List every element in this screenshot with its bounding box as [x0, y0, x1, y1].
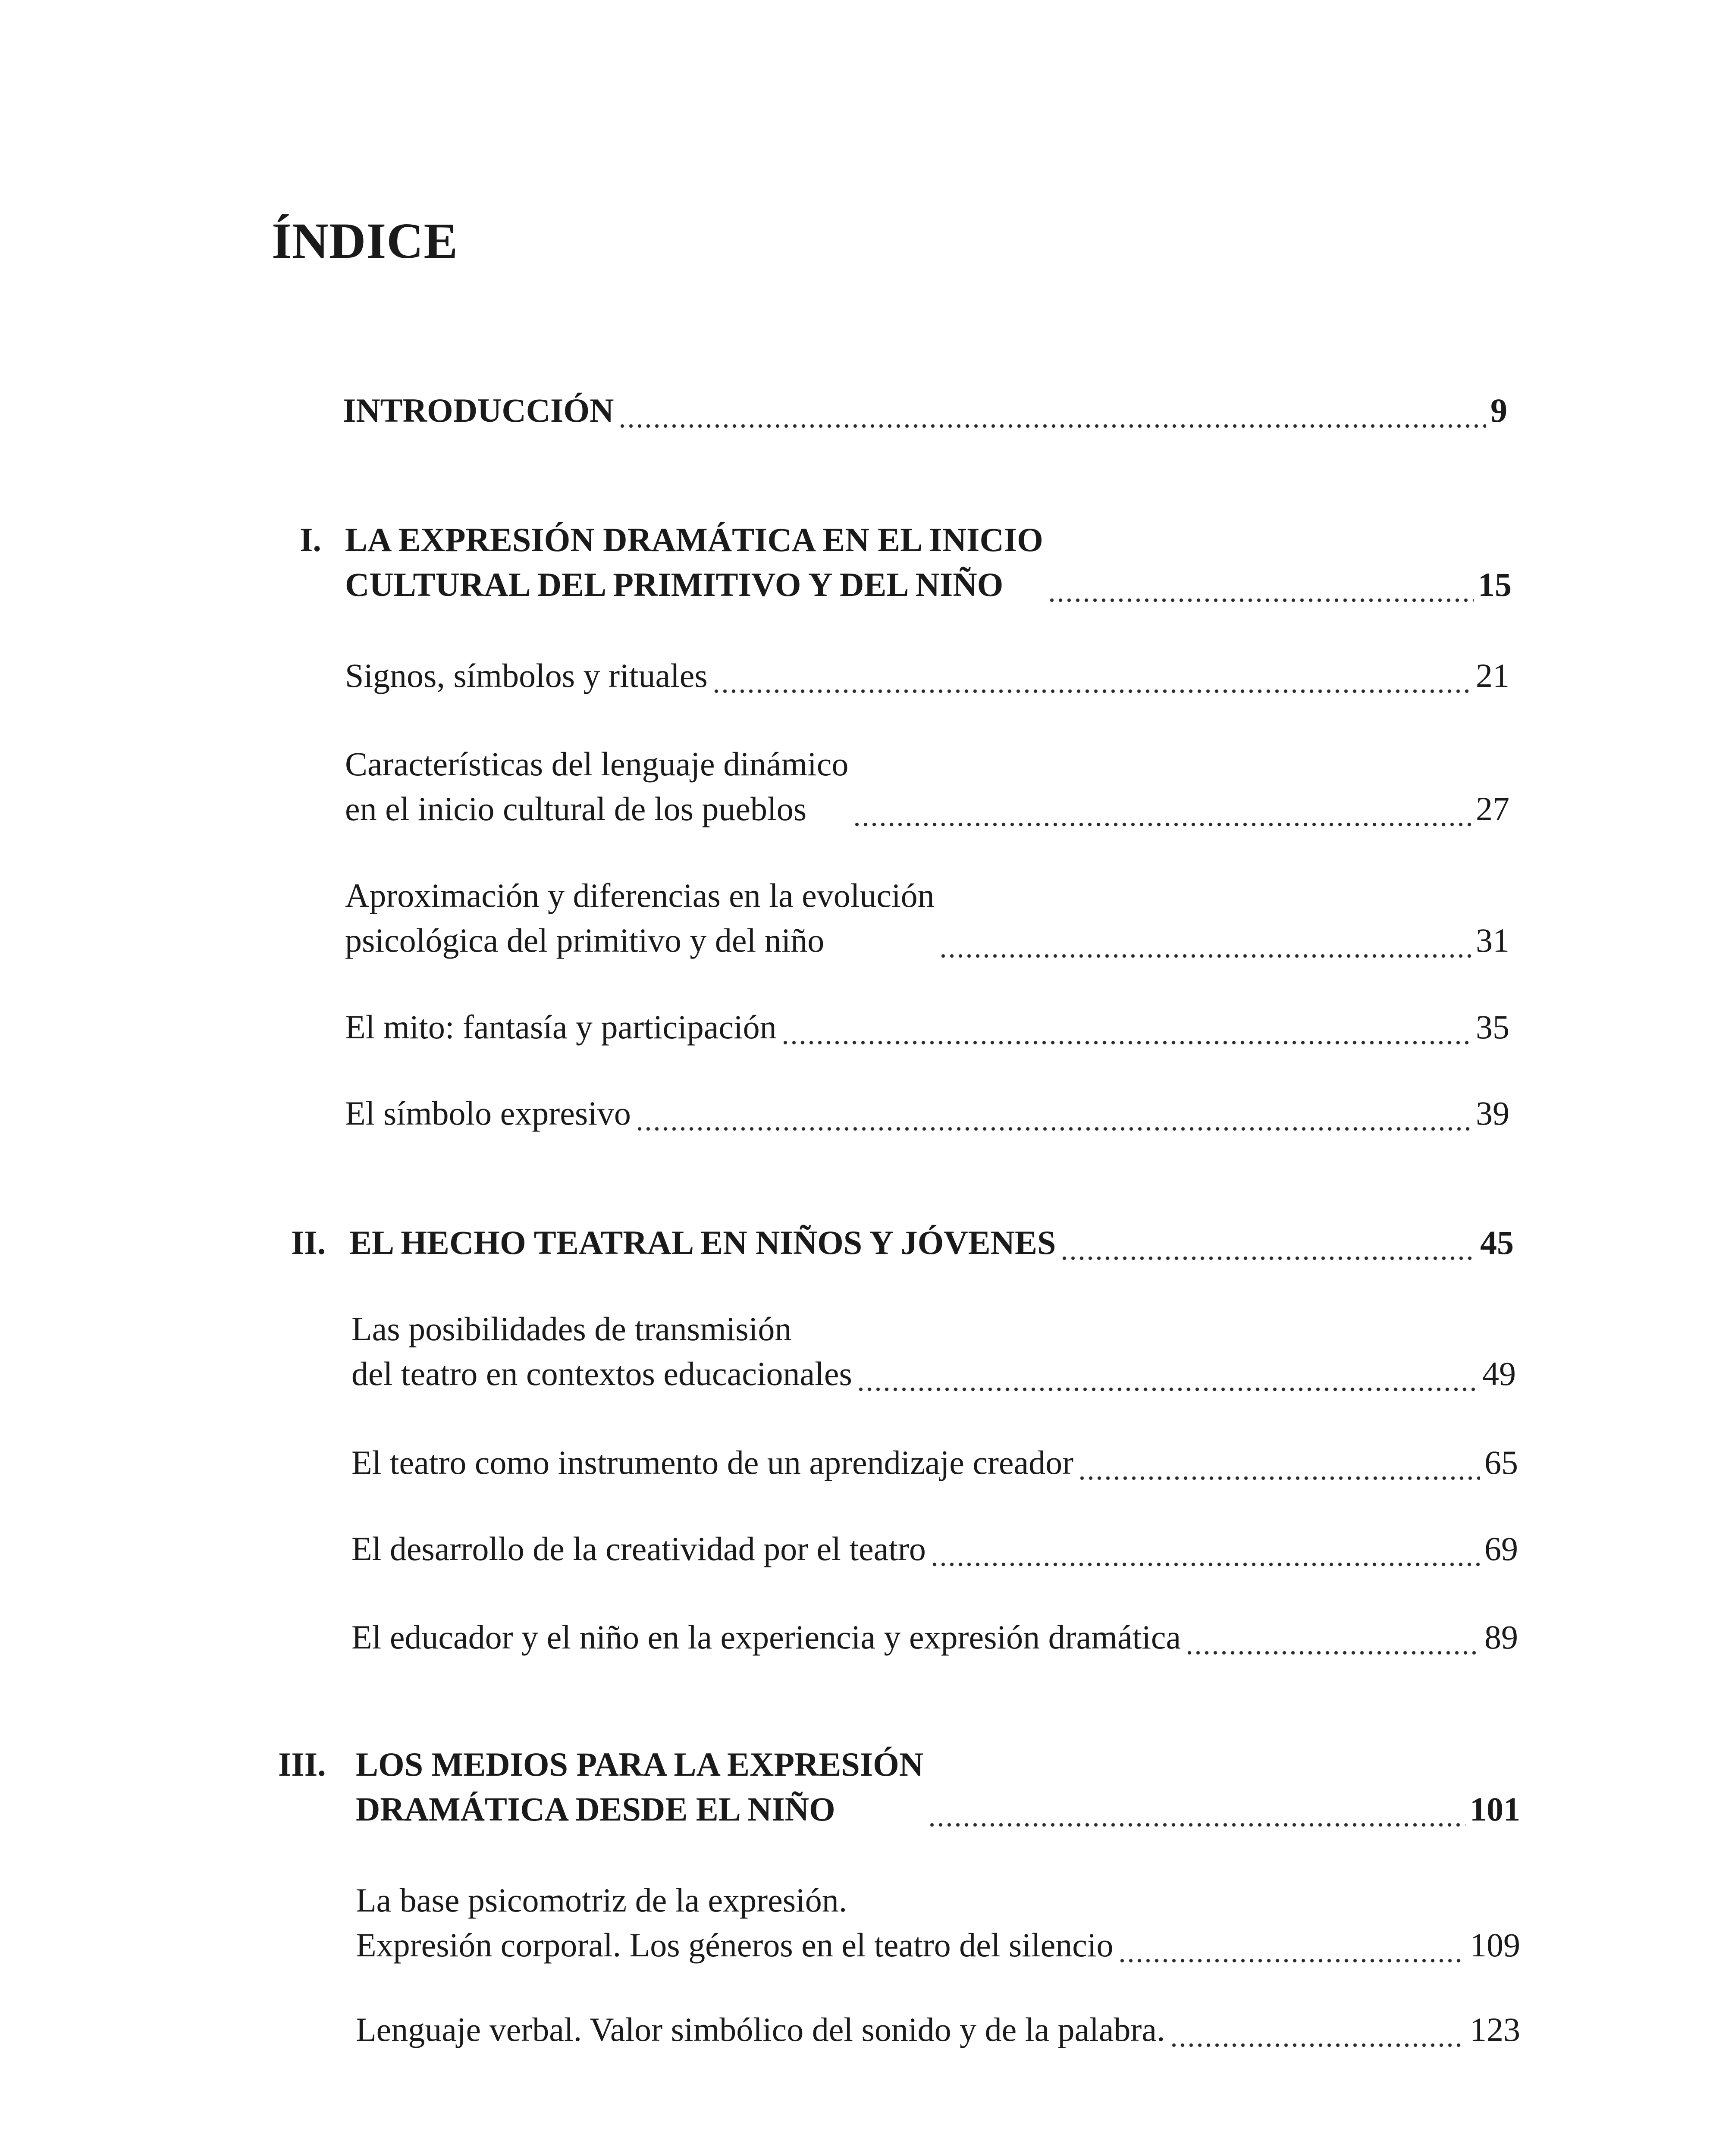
chapter-title: LA EXPRESIÓN DRAMÁTICA EN EL INICIO CULTURAL DEL PRIMITIVO Y DEL NIÑO — [345, 521, 1043, 603]
toc-section — [351, 1440, 1518, 1485]
chapter-numeral: I. — [300, 521, 321, 558]
toc-page-number: 15 — [1478, 566, 1512, 603]
section-title: Características del lenguaje dinámico en el inicio cultural de los pueblos — [345, 745, 849, 827]
toc-page-number: 69 — [1484, 1530, 1518, 1567]
section-title: Las posibilidades de transmisión del teatro en contextos educacionales — [351, 1310, 852, 1392]
chapter-title: EL HECHO TEATRAL EN NIÑOS Y JÓVENES — [349, 1224, 1056, 1261]
toc-page-number: 21 — [1476, 657, 1509, 694]
dot-leader — [1185, 1615, 1480, 1660]
toc-section — [351, 1307, 1516, 1396]
toc-chapter-3 — [278, 1742, 1520, 1832]
toc-page-number: 35 — [1476, 1008, 1509, 1046]
page-title: ÍNDICE — [272, 213, 458, 269]
toc-page-number: 39 — [1476, 1094, 1509, 1132]
section-title: La base psicomotriz de la expresión. Expresión corporal. Los géneros en el teatro del silencio — [356, 1881, 1114, 1964]
dot-leader — [781, 1005, 1471, 1050]
dot-leader — [939, 918, 1471, 963]
dot-leader — [1078, 1440, 1480, 1485]
dot-leader — [1060, 1220, 1476, 1265]
toc-section — [345, 1091, 1509, 1136]
dot-leader — [928, 1787, 1465, 1832]
dot-leader — [1118, 1923, 1465, 1968]
toc-section — [356, 1878, 1520, 1968]
toc-page-number: 101 — [1470, 1790, 1520, 1828]
section-title: El mito: fantasía y participación — [345, 1008, 777, 1046]
section-title: Signos, símbolos y rituales — [345, 657, 708, 694]
section-title: El teatro como instrumento de un aprendizaje creador — [351, 1444, 1074, 1481]
dot-leader — [930, 1526, 1480, 1571]
dot-leader — [857, 1351, 1478, 1396]
toc-section — [356, 2007, 1520, 2052]
dot-leader — [712, 653, 1471, 698]
section-title: Lenguaje verbal. Valor simbólico del sonido y de la palabra. — [356, 2011, 1165, 2048]
section-title: El educador y el niño en la experiencia y expresión dramática — [351, 1618, 1181, 1656]
toc-page-number: 27 — [1476, 790, 1509, 827]
toc-entry-label: INTRODUCCIÓN — [343, 392, 614, 429]
toc-section — [351, 1615, 1518, 1660]
toc-chapter-1 — [300, 517, 1512, 607]
toc-page-number: 45 — [1480, 1224, 1514, 1261]
toc-section — [345, 873, 1509, 963]
toc-section — [351, 1526, 1518, 1571]
dot-leader — [1048, 562, 1474, 607]
toc-page-number: 49 — [1482, 1355, 1516, 1392]
toc-page-number: 123 — [1470, 2011, 1520, 2048]
toc-page-number: 31 — [1476, 921, 1509, 959]
dot-leader — [1170, 2007, 1466, 2052]
section-title: El desarrollo de la creatividad por el teatro — [351, 1530, 926, 1567]
toc-chapter-2 — [291, 1220, 1514, 1265]
toc-section — [345, 1005, 1509, 1050]
section-title: El símbolo expresivo — [345, 1094, 631, 1132]
toc-page-number: 65 — [1484, 1444, 1518, 1481]
section-title: Aproximación y diferencias en la evolución psicológica del primitivo y del niño — [345, 877, 935, 959]
toc-section — [345, 653, 1509, 698]
dot-leader — [635, 1091, 1471, 1136]
dot-leader — [618, 388, 1486, 433]
toc-page-number: 89 — [1484, 1618, 1518, 1656]
dot-leader — [853, 787, 1471, 831]
toc-page-number: 9 — [1490, 392, 1507, 429]
toc-section — [345, 742, 1509, 831]
chapter-title: LOS MEDIOS PARA LA EXPRESIÓN DRAMÁTICA DESDE EL NIÑO — [356, 1745, 924, 1828]
chapter-numeral: II. — [291, 1224, 326, 1261]
toc-page-number: 109 — [1470, 1926, 1520, 1964]
toc-entry-introduction — [343, 388, 1507, 433]
chapter-numeral: III. — [278, 1745, 326, 1783]
